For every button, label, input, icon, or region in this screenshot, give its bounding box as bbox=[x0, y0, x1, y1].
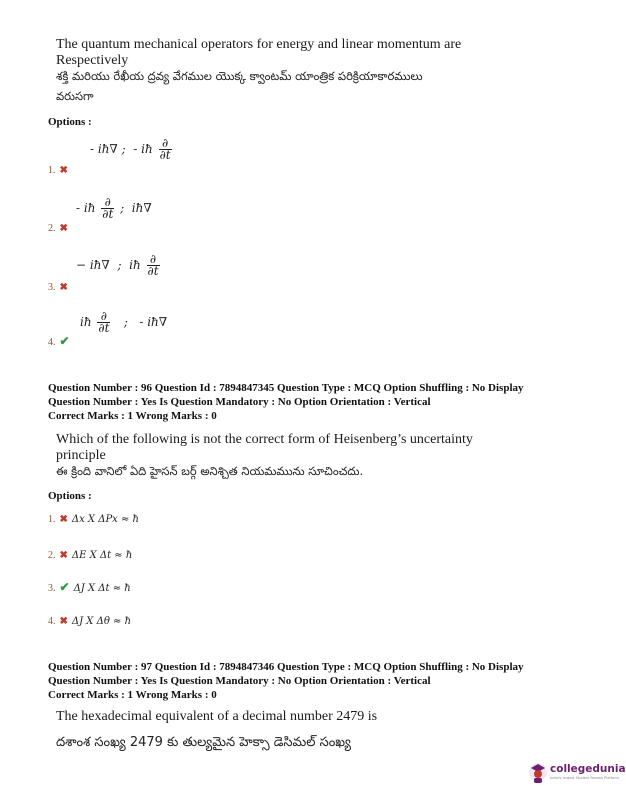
q95-options-label: Options : bbox=[48, 116, 92, 128]
q97-marks: Correct Marks : 1 Wrong Marks : 0 bbox=[48, 689, 217, 701]
cross-icon: ✖ bbox=[59, 514, 68, 525]
q95-option-1[interactable] bbox=[48, 160, 68, 178]
option-number: 2. bbox=[48, 550, 56, 561]
q96-option-3[interactable] bbox=[48, 578, 131, 596]
q97-question-english: The hexadecimal equivalent of a decimal number 2479 is bbox=[56, 709, 378, 724]
option-number: 1. bbox=[48, 514, 56, 525]
q95-option-3-formula: − iħ∇ ; iħ $\frac{\partial}{\partial t}$ bbox=[76, 252, 159, 278]
q96-option-4[interactable] bbox=[48, 611, 131, 629]
option-number: 3. bbox=[48, 583, 56, 594]
q96-marks: Correct Marks : 1 Wrong Marks : 0 bbox=[48, 410, 217, 422]
cross-icon: ✖ bbox=[59, 223, 68, 234]
q96-option-2-formula: ΔE X Δt ≈ ħ bbox=[71, 550, 133, 561]
q95-option-1-formula: - iħ∇ ; - iħ $\frac{\partial}{\partial t}$ bbox=[90, 136, 171, 162]
logo-text: collegedunia bbox=[550, 763, 626, 775]
q96-option-3-formula: ΔJ X Δt ≈ ħ bbox=[73, 583, 131, 594]
q95-option-2[interactable] bbox=[48, 218, 68, 236]
graduate-icon bbox=[528, 760, 548, 784]
q97-question-telugu: దశాంశ సంఖ్య 2479 కు తుల్యమైన హెక్సా డెసిమల్ సంఖ్య bbox=[56, 735, 351, 750]
q95-question-english: The quantum mechanical operators for energy and linear momentum are bbox=[56, 37, 462, 52]
q96-option-4-formula: ΔJ X Δθ ≈ ħ bbox=[71, 616, 132, 627]
q95-option-4[interactable] bbox=[48, 332, 70, 350]
q95-option-2-formula: - iħ $\frac{\partial}{\partial t}$ ; iħ∇ bbox=[76, 195, 152, 221]
q97-meta-line1: Question Number : 97 Question Id : 7894847346 Question Type : MCQ Option Shuffling : No Display bbox=[48, 661, 524, 673]
logo-tagline: India's largest Student Review Platform bbox=[550, 776, 619, 780]
cross-icon: ✖ bbox=[59, 282, 68, 293]
q96-option-1-formula: Δx X ΔPx ≈ ħ bbox=[71, 514, 139, 525]
cross-icon: ✖ bbox=[59, 550, 68, 561]
option-number: 4. bbox=[48, 616, 56, 627]
cross-icon: ✖ bbox=[59, 165, 68, 176]
option-number: 3. bbox=[48, 282, 56, 293]
check-icon: ✔ bbox=[59, 334, 70, 348]
q96-options-label: Options : bbox=[48, 490, 92, 502]
q95-option-4-formula: iħ $\frac{\partial}{\partial t}$ ; - iħ∇ bbox=[80, 309, 168, 335]
q96-question-english-line2: principle bbox=[56, 448, 106, 463]
q96-question-english: Which of the following is not the correct form of Heisenberg’s uncertainty bbox=[56, 432, 473, 447]
q95-question-english-line2: Respectively bbox=[56, 53, 129, 68]
q96-meta-line2: Question Number : Yes Is Question Mandatory : No Option Orientation : Vertical bbox=[48, 396, 431, 408]
option-number: 2. bbox=[48, 223, 56, 234]
q95-option-3[interactable] bbox=[48, 277, 68, 295]
option-number: 1. bbox=[48, 165, 56, 176]
q97-meta-line2: Question Number : Yes Is Question Mandatory : No Option Orientation : Vertical bbox=[48, 675, 431, 687]
q96-option-1[interactable] bbox=[48, 509, 139, 527]
collegedunia-logo bbox=[528, 760, 626, 786]
option-number: 4. bbox=[48, 337, 56, 348]
q96-question-telugu: ఈ క్రింది వానిలో ఏది హైసన్ బర్గ్ అనిశ్చిత నియమమును సూచించదు. bbox=[56, 464, 364, 478]
q95-question-telugu-line2: వరుసగా bbox=[56, 89, 94, 103]
cross-icon: ✖ bbox=[59, 616, 68, 627]
q96-meta-line1: Question Number : 96 Question Id : 7894847345 Question Type : MCQ Option Shuffling : No Display bbox=[48, 382, 524, 394]
q95-question-telugu: శక్తి మరియు రేఖీయ ద్రవ్య వేగముల యొక్క క్వాంటమ్ యాంత్రిక పరిక్రియాకారములు bbox=[56, 69, 423, 83]
check-icon: ✔ bbox=[59, 580, 70, 594]
q96-option-2[interactable] bbox=[48, 545, 132, 563]
